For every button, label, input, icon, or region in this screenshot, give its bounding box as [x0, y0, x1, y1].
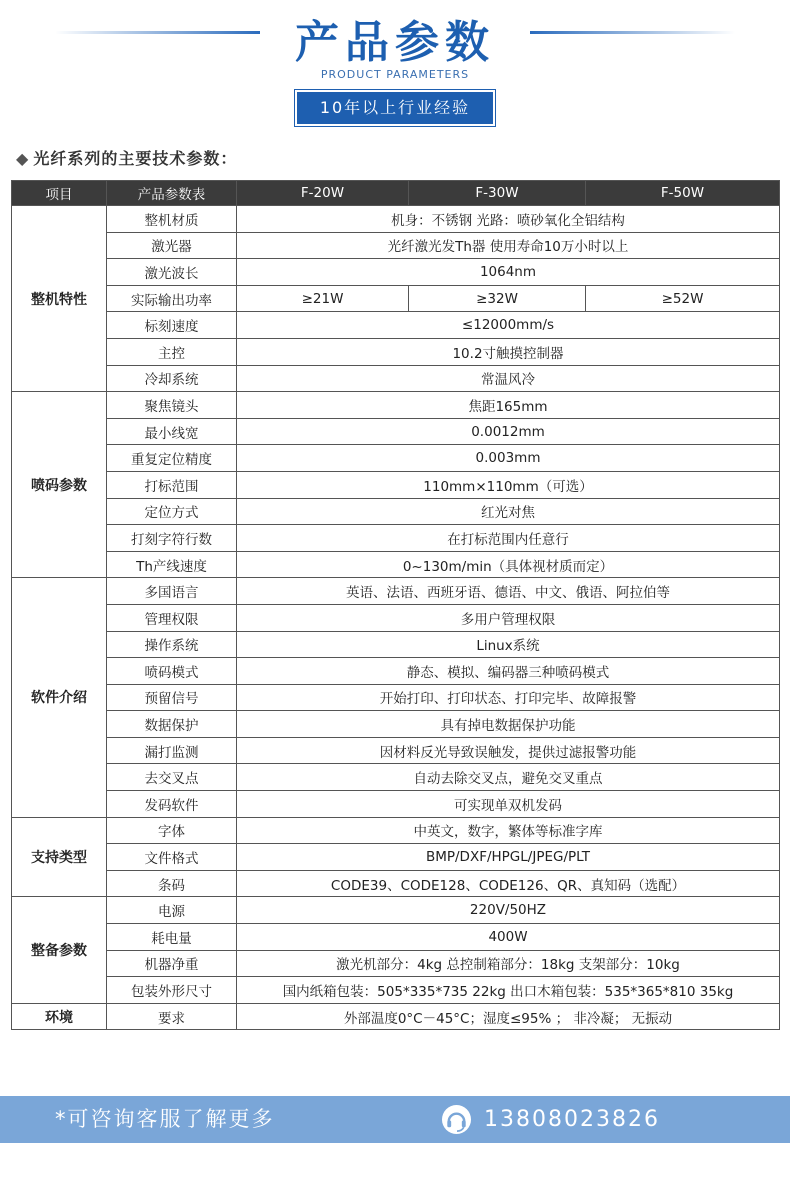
param-value: 220V/50HZ — [237, 897, 780, 924]
param-value: 自动去除交叉点，避免交叉重点 — [237, 764, 780, 791]
param-value: 10.2寸触摸控制器 — [237, 338, 780, 365]
param-label: 去交叉点 — [107, 764, 237, 791]
param-value: 1064nm — [237, 259, 780, 286]
param-value: 机身：不锈钢 光路：喷砂氧化全铝结构 — [237, 206, 780, 233]
table-row — [12, 471, 780, 498]
group-label: 环境 — [12, 1003, 107, 1030]
table-header-cell: F-20W — [237, 181, 409, 206]
table-row — [12, 232, 780, 259]
table-row — [12, 206, 780, 233]
table-row — [12, 977, 780, 1004]
table-row — [12, 764, 780, 791]
param-label: 发码软件 — [107, 791, 237, 818]
table-row — [12, 392, 780, 419]
param-value: 外部温度0°C－45°C；湿度≤95% ； 非冷凝； 无振动 — [237, 1003, 780, 1030]
param-value: ≥32W — [409, 285, 586, 312]
param-label: 标刻速度 — [107, 312, 237, 339]
table-row — [12, 924, 780, 951]
table-row — [12, 578, 780, 605]
table-row — [12, 551, 780, 578]
param-value: 常温风冷 — [237, 365, 780, 392]
table-header-row — [12, 181, 780, 206]
param-label: 激光器 — [107, 232, 237, 259]
table-row — [12, 817, 780, 844]
param-value: Linux系统 — [237, 631, 780, 658]
page-title: 产品参数 — [295, 17, 495, 68]
param-value: 110mm×110mm（可选） — [237, 471, 780, 498]
param-label: 多国语言 — [107, 578, 237, 605]
group-label: 整机特性 — [12, 206, 107, 392]
table-row — [12, 498, 780, 525]
param-value: 0~130m/min（具体视材质而定） — [237, 551, 780, 578]
contact-prompt: *可咨询客服了解更多 — [55, 1107, 275, 1131]
param-label: 电源 — [107, 897, 237, 924]
table-row — [12, 658, 780, 685]
table-row — [12, 285, 780, 312]
table-row — [12, 684, 780, 711]
table-row — [12, 418, 780, 445]
param-label: 文件格式 — [107, 844, 237, 871]
section-title-text: 光纤系列的主要技术参数： — [33, 149, 238, 168]
param-value: CODE39、CODE128、CODE126、QR、真知码（选配） — [237, 870, 780, 897]
param-value: 因材料反光导致误触发，提供过滤报警功能 — [237, 737, 780, 764]
experience-badge: 10年以上行业经验 — [297, 92, 493, 124]
table-row — [12, 870, 780, 897]
param-value: 国内纸箱包装：505*335*735 22kg 出口木箱包装：535*365*810 35kg — [237, 977, 780, 1004]
table-row — [12, 631, 780, 658]
param-value: 在打标范围内任意行 — [237, 525, 780, 552]
table-row — [12, 525, 780, 552]
param-label: 预留信号 — [107, 684, 237, 711]
param-label: 主控 — [107, 338, 237, 365]
param-label: 冷却系统 — [107, 365, 237, 392]
param-value: 红光对焦 — [237, 498, 780, 525]
param-value: 可实现单双机发码 — [237, 791, 780, 818]
table-row — [12, 338, 780, 365]
group-label: 支持类型 — [12, 817, 107, 897]
table-header-cell: F-50W — [586, 181, 780, 206]
table-header-cell: F-30W — [409, 181, 586, 206]
table-row — [12, 844, 780, 871]
param-value: 英语、法语、西班牙语、德语、中文、俄语、阿拉伯等 — [237, 578, 780, 605]
table-row — [12, 445, 780, 472]
param-value: 开始打印、打印状态、打印完毕、故障报警 — [237, 684, 780, 711]
param-label: 字体 — [107, 817, 237, 844]
section-title — [16, 146, 237, 169]
headset-icon — [441, 1104, 472, 1135]
param-label: 整机材质 — [107, 206, 237, 233]
param-value: 静态、模拟、编码器三种喷码模式 — [237, 658, 780, 685]
contact-phone[interactable]: 13808023826 — [484, 1107, 660, 1132]
table-header-cell: 项目 — [12, 181, 107, 206]
spec-table — [11, 180, 780, 1030]
param-value: 光纤激光发Th器 使用寿命10万小时以上 — [237, 232, 780, 259]
param-label: 打刻字符行数 — [107, 525, 237, 552]
param-label: 定位方式 — [107, 498, 237, 525]
param-value: 焦距165mm — [237, 392, 780, 419]
group-label: 软件介绍 — [12, 578, 107, 817]
param-label: 管理权限 — [107, 604, 237, 631]
param-label: 最小线宽 — [107, 418, 237, 445]
group-label: 喷码参数 — [12, 392, 107, 578]
table-row — [12, 897, 780, 924]
contact-bar — [0, 1096, 790, 1143]
param-label: 数据保护 — [107, 711, 237, 738]
param-label: 实际输出功率 — [107, 285, 237, 312]
param-value: 具有掉电数据保护功能 — [237, 711, 780, 738]
param-label: 要求 — [107, 1003, 237, 1030]
table-row — [12, 259, 780, 286]
table-row — [12, 312, 780, 339]
table-row — [12, 737, 780, 764]
page-subtitle: PRODUCT PARAMETERS — [320, 68, 470, 81]
param-label: 激光波长 — [107, 259, 237, 286]
param-label: 重复定位精度 — [107, 445, 237, 472]
param-value: 400W — [237, 924, 780, 951]
param-value: BMP/DXF/HPGL/JPEG/PLT — [237, 844, 780, 871]
param-value: 0.0012mm — [237, 418, 780, 445]
param-label: 包装外形尺寸 — [107, 977, 237, 1004]
table-row — [12, 604, 780, 631]
table-row — [12, 365, 780, 392]
table-row — [12, 950, 780, 977]
param-value: ≥52W — [586, 285, 780, 312]
param-value: ≤12000mm/s — [237, 312, 780, 339]
table-header-cell: 产品参数表 — [107, 181, 237, 206]
param-label: 机器净重 — [107, 950, 237, 977]
param-label: 条码 — [107, 870, 237, 897]
param-label: Th产线速度 — [107, 551, 237, 578]
param-value: 激光机部分：4kg 总控制箱部分：18kg 支架部分：10kg — [237, 950, 780, 977]
param-value: 0.003mm — [237, 445, 780, 472]
param-value: ≥21W — [237, 285, 409, 312]
table-row — [12, 711, 780, 738]
param-label: 耗电量 — [107, 924, 237, 951]
param-label: 喷码模式 — [107, 658, 237, 685]
param-value: 多用户管理权限 — [237, 604, 780, 631]
param-label: 打标范围 — [107, 471, 237, 498]
param-value: 中英文，数字，繁体等标准字库 — [237, 817, 780, 844]
diamond-icon: ◆ — [16, 149, 30, 168]
param-label: 漏打监测 — [107, 737, 237, 764]
table-row — [12, 791, 780, 818]
param-label: 聚焦镜头 — [107, 392, 237, 419]
group-label: 整备参数 — [12, 897, 107, 1003]
table-row — [12, 1003, 780, 1030]
param-label: 操作系统 — [107, 631, 237, 658]
